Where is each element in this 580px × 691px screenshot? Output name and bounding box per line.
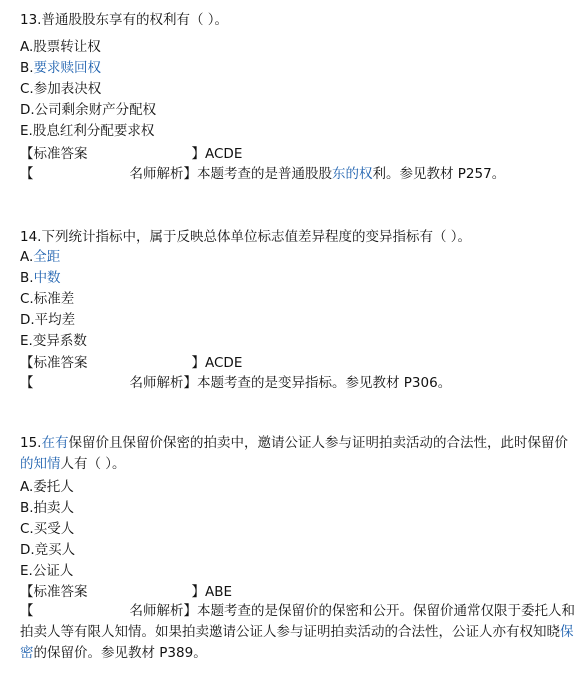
q13-option-d: D.公司剩余财产分配权 bbox=[20, 102, 157, 118]
q15-analysis bbox=[20, 601, 575, 664]
q15-option-a: A.委托人 bbox=[20, 479, 74, 495]
q14-option-e: E.变异系数 bbox=[20, 333, 87, 349]
q13-option-a: A.股票转让权 bbox=[20, 39, 101, 55]
q15-analysis-label: 名师解析 bbox=[129, 603, 184, 619]
q13-analysis-blue: 东的权 bbox=[332, 166, 373, 182]
q13-option-b bbox=[20, 58, 101, 78]
q15-stem-num: 15. bbox=[20, 435, 42, 451]
q13-analysis bbox=[20, 164, 505, 184]
q14-answer-label: 【标准答案 bbox=[20, 355, 88, 371]
q15-analysis-blue: 保密 bbox=[20, 624, 574, 661]
q14-analysis-label: 名师解析 bbox=[129, 375, 184, 391]
q15-stem bbox=[20, 433, 575, 475]
q13-answer-label: 【标准答案 bbox=[20, 146, 88, 162]
q14-answer bbox=[20, 353, 242, 373]
q15-analysis-pre: 】本题考查的是保留价的保密和公开。保留价通常仅限于委托人和拍卖人等有限人知情。如果拍卖邀请公证人参与证明拍卖活动的合法性，公证人亦有权知晓 bbox=[20, 603, 575, 640]
q14-option-b-text: 中数 bbox=[33, 270, 61, 286]
q14-option-a-label: A. bbox=[20, 249, 34, 265]
q14-option-a-text: 全距 bbox=[33, 249, 61, 265]
q13-analysis-label: 名师解析 bbox=[129, 166, 184, 182]
q14-option-a bbox=[20, 247, 60, 267]
q14-analysis bbox=[20, 373, 451, 393]
q13-option-b-label: B. bbox=[20, 60, 34, 76]
q14-option-b-label: B. bbox=[20, 270, 34, 286]
q13-answer bbox=[20, 144, 242, 164]
q15-answer bbox=[20, 582, 232, 602]
q15-analysis-open: 【 bbox=[20, 603, 34, 619]
q14-option-c: C.标准差 bbox=[20, 291, 75, 307]
q13-stem: 13.普通股股东享有的权利有（ ）。 bbox=[20, 12, 229, 28]
q15-stem-end: 人有（ ）。 bbox=[60, 456, 126, 472]
q14-analysis-text: 】本题考查的是变异指标。参见教材 P306。 bbox=[183, 375, 452, 391]
q13-answer-value: 】ACDE bbox=[191, 146, 243, 162]
q15-option-e: E.公证人 bbox=[20, 563, 74, 579]
q14-option-b bbox=[20, 268, 61, 288]
q15-option-b: B.拍卖人 bbox=[20, 500, 75, 516]
q14-option-d: D.平均差 bbox=[20, 312, 76, 328]
q15-analysis-post: 的保留价。参见教材 P389。 bbox=[33, 645, 207, 661]
q14-analysis-open: 【 bbox=[20, 375, 34, 391]
q14-stem: 14.下列统计指标中，属于反映总体单位标志值差异程度的变异指标有（ ）。 bbox=[20, 229, 472, 245]
q13-analysis-open: 【 bbox=[20, 166, 34, 182]
q15-option-c: C.买受人 bbox=[20, 521, 75, 537]
q13-analysis-pre: 】本题考查的是普通股股 bbox=[183, 166, 332, 182]
q15-stem-blue-2: 的知情 bbox=[20, 456, 61, 472]
q13-option-e: E.股息红利分配要求权 bbox=[20, 123, 155, 139]
q13-analysis-post: 利。参见教材 P257。 bbox=[372, 166, 506, 182]
q14-answer-value: 】ACDE bbox=[191, 355, 243, 371]
q15-option-d: D.竞买人 bbox=[20, 542, 76, 558]
q13-option-b-text: 要求赎回权 bbox=[33, 60, 102, 76]
q15-stem-mid: 保留价且保留价保密的拍卖中，邀请公证人参与证明拍卖活动的合法性，此时保留价 bbox=[68, 435, 568, 451]
q15-answer-label: 【标准答案 bbox=[20, 584, 88, 600]
q13-option-c: C.参加表决权 bbox=[20, 81, 102, 97]
q15-stem-blue-1: 在有 bbox=[41, 435, 69, 451]
q15-answer-value: 】ABE bbox=[191, 584, 233, 600]
